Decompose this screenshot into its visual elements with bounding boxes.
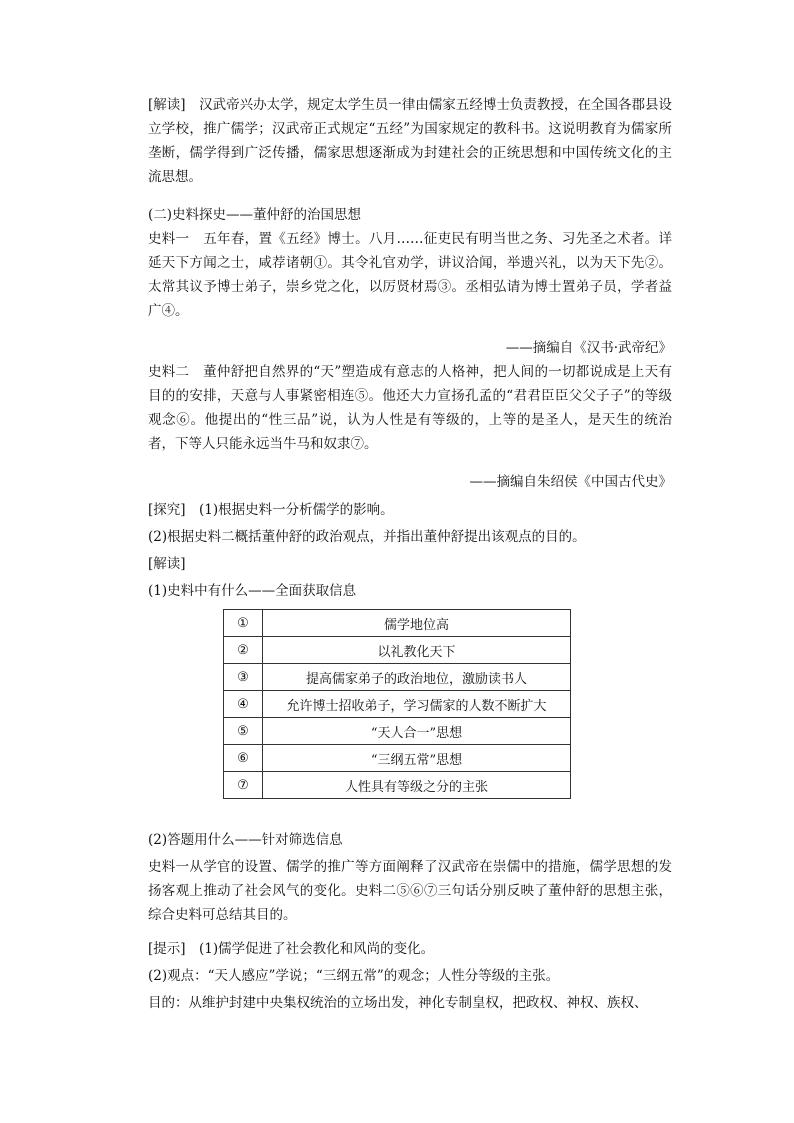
table-row (224, 637, 571, 664)
table-row (224, 610, 571, 637)
answer-paragraph: 史料一从学官的设置、儒学的推广等方面阐释了汉武帝在崇儒中的措施，儒学思想的发扬客观上推动了社会风气的变化。史料二⑤⑥⑦三句话分别反映了董仲舒的思想主张，综合史料可总结其目的。 (148, 859, 672, 923)
row-text: 允许博士招收弟子，学习儒家的人数不断扩大 (263, 691, 571, 718)
row-text: 以礼教化天下 (263, 637, 571, 664)
hint-line-3: 目的：从维护封建中央集权统治的立场出发，神化专制皇权，把政权、神权、族权、 (148, 995, 648, 1011)
section-heading: (二)史料探史——董仲舒的治国思想 (148, 207, 362, 223)
row-text: “天人合一”思想 (263, 718, 571, 745)
row-number: ④ (224, 691, 263, 718)
table-row (224, 772, 571, 799)
row-number: ⑥ (224, 745, 263, 772)
table-row (224, 664, 571, 691)
hint-line-1: [提示] (1)儒学促进了社会教化和风尚的变化。 (148, 941, 435, 957)
source-one-paragraph: 史料一 五年春，置《五经》博士。八月……征吏民有明当世之务、习先圣之术者。详延天下方闻之士，咸荐诸朝①。其令礼官劝学，讲议洽闻，举遗兴礼，以为天下先②。太常其议予博士弟子，崇乡党之化，以厉贤材焉③。丞相弘请为博士置弟子员，学者益广④。 (148, 231, 672, 319)
row-text: 人性具有等级之分的主张 (263, 772, 571, 799)
row-number: ① (224, 610, 263, 637)
source-two-paragraph: 史料二 董仲舒把自然界的“天”塑造成有意志的人格神，把人间的一切都说成是上天有目的的安排，天意与人事紧密相连⑤。他还大力宣扬孔孟的“君君臣臣父父子子”的等级观念⑥。他提出的“性三品”说，认为人性是有等级的，上等的是圣人，是天生的统治者，下等人只能永远当牛马和奴隶⑦。 (148, 364, 672, 452)
row-text: “三纲五常”思想 (263, 745, 571, 772)
step-one-heading: (1)史料中有什么——全面获取信息 (148, 583, 357, 599)
row-number: ③ (224, 664, 263, 691)
information-table (223, 609, 571, 799)
row-number: ⑦ (224, 772, 263, 799)
row-number: ② (224, 637, 263, 664)
row-number: ⑤ (224, 718, 263, 745)
interpretation-label: [解读] (148, 556, 186, 572)
row-text: 提高儒家弟子的政治地位，激励读书人 (263, 664, 571, 691)
source-two-citation: ——摘编自朱绍侯《中国古代史》 (469, 474, 672, 490)
hint-line-2: (2)观点：“天人感应”学说；“三纲五常”的观念；人性分等级的主张。 (148, 968, 560, 984)
table-row (224, 718, 571, 745)
explore-question-2: (2)根据史料二概括董仲舒的政治观点，并指出董仲舒提出该观点的目的。 (148, 529, 586, 545)
table-row (224, 691, 571, 718)
table-row (224, 745, 571, 772)
explore-question-1: [探究] (1)根据史料一分析儒学的影响。 (148, 502, 394, 518)
row-text: 儒学地位高 (263, 610, 571, 637)
interpretation-paragraph: [解读] 汉武帝兴办太学，规定太学生员一律由儒家五经博士负责教授，在全国各郡县设立学校，推广儒学；汉武帝正式规定“五经”为国家规定的教科书。这说明教育为儒家所垄断，儒学得到广泛传播，儒家思想逐渐成为封建社会的正统思想和中国传统文化的主流思想。 (148, 97, 672, 185)
source-one-citation: ——摘编自《汉书·武帝纪》 (505, 340, 672, 356)
step-two-heading: (2)答题用什么——针对筛选信息 (148, 832, 343, 848)
